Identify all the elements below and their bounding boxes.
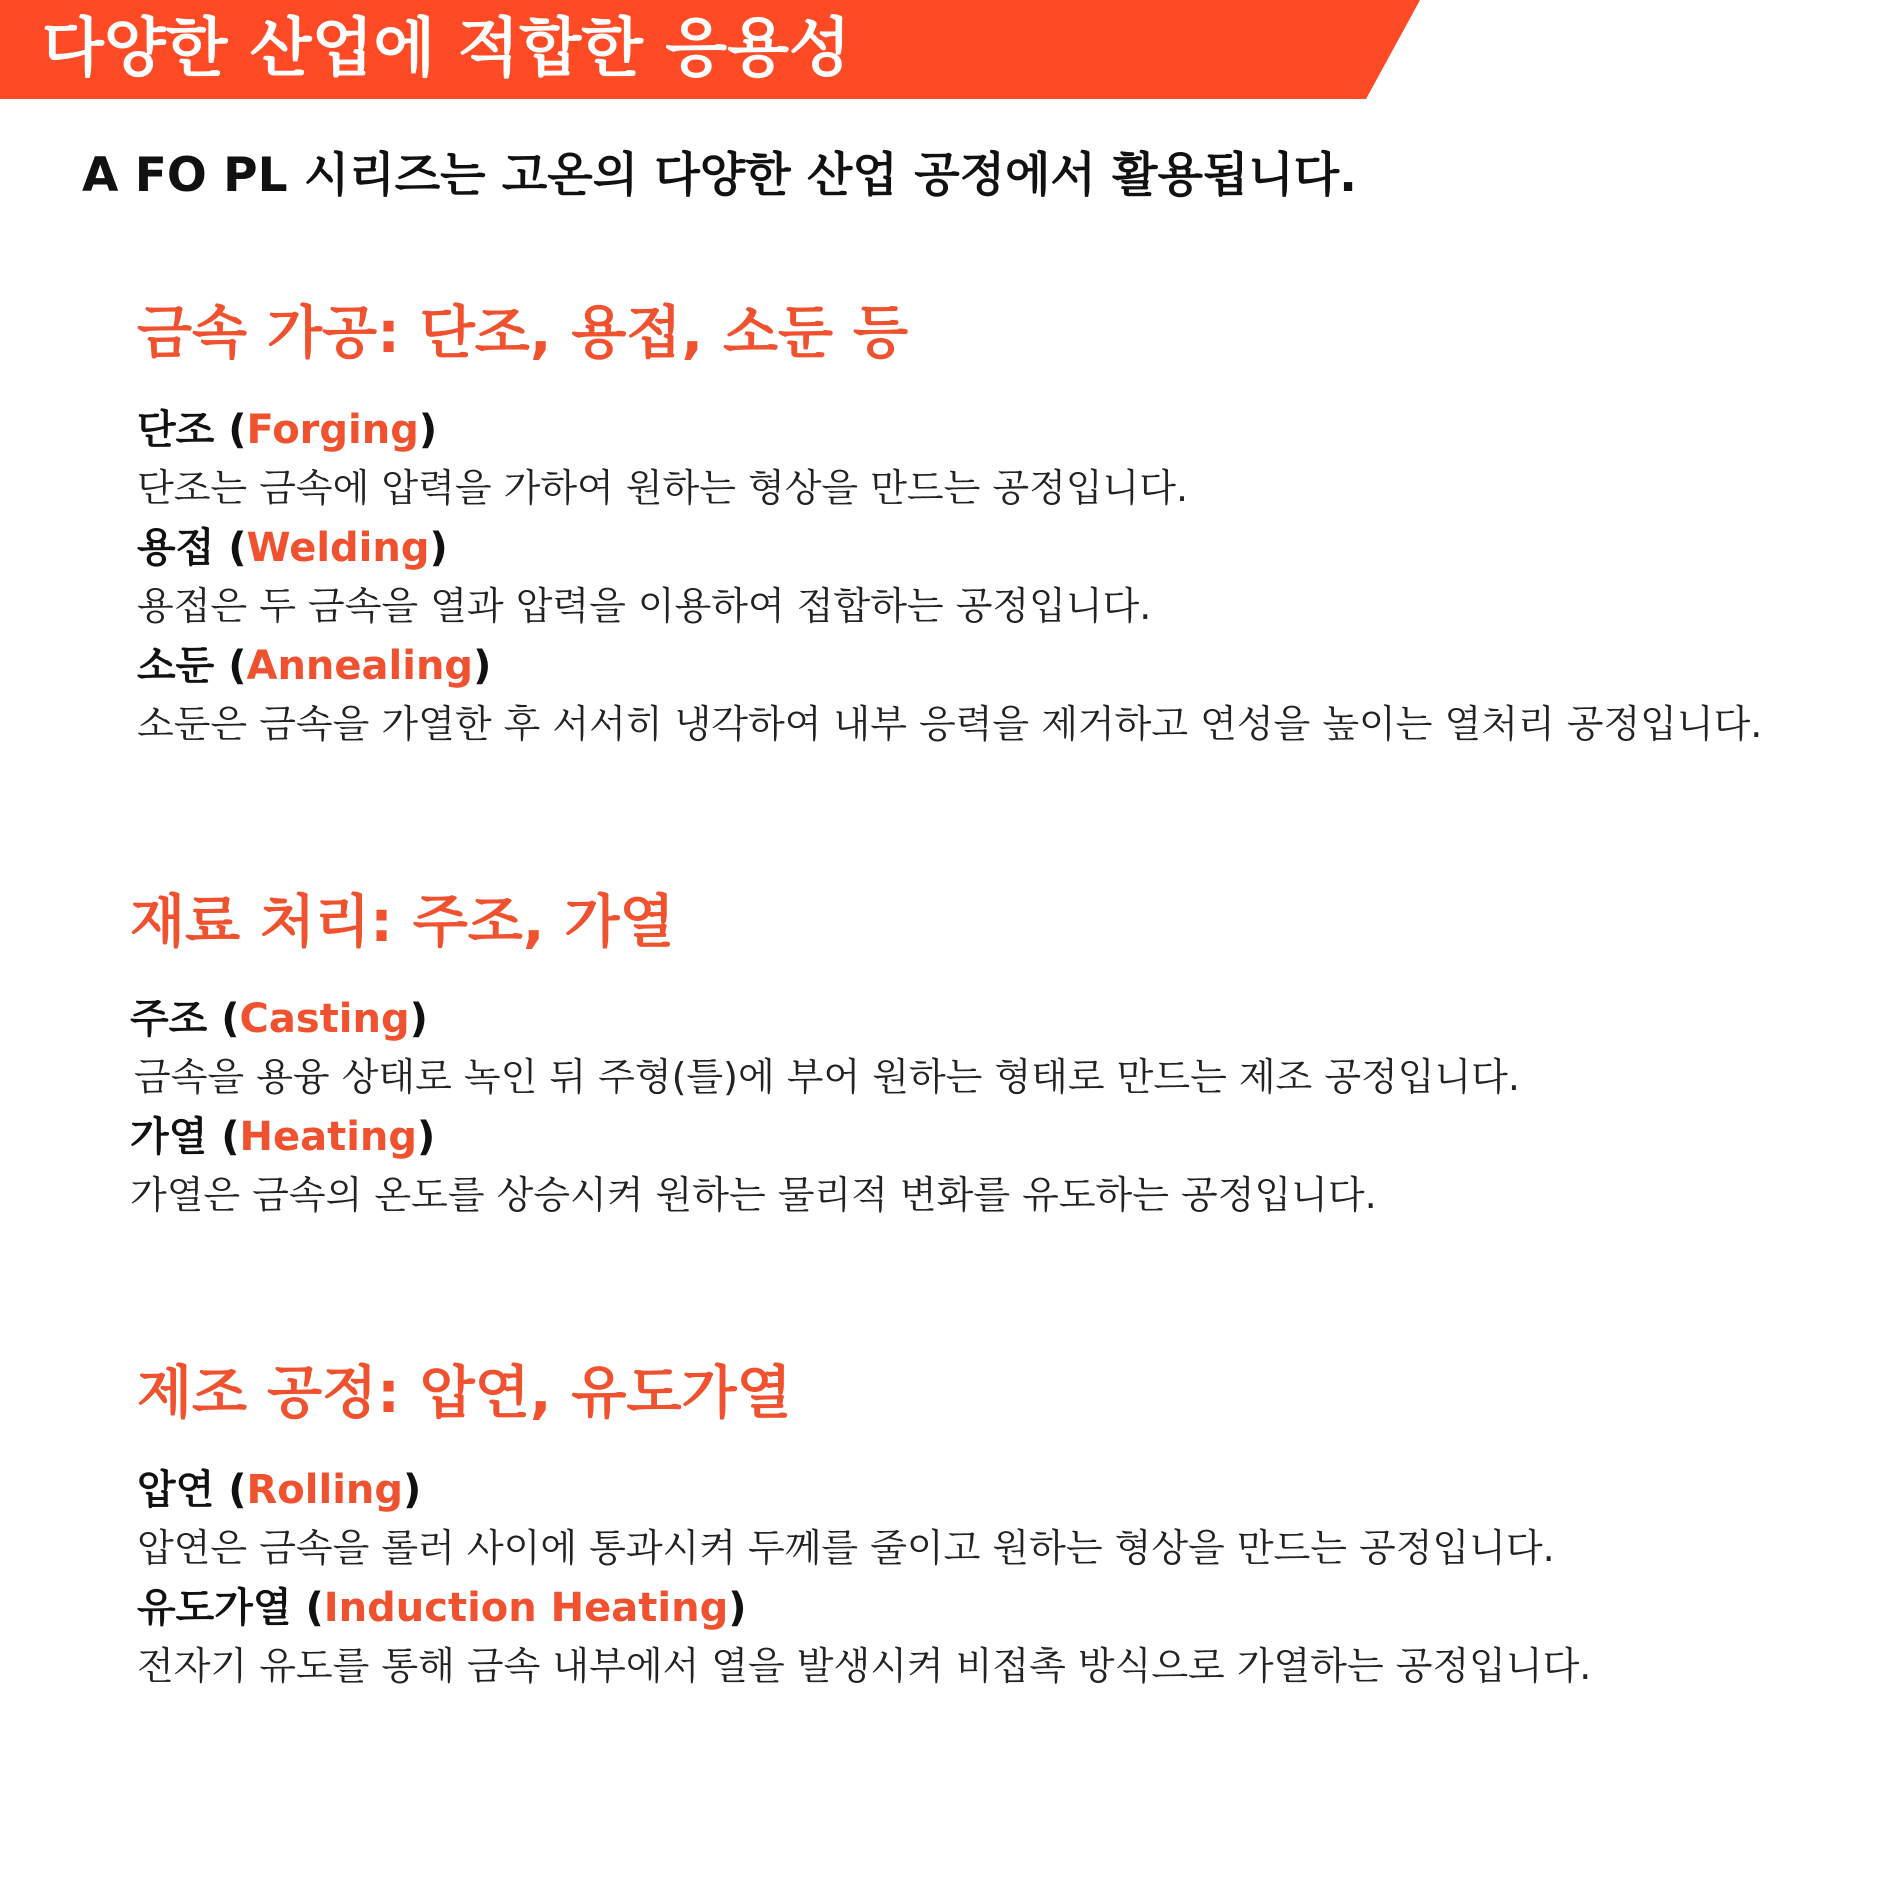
item-title-rolling: 압연 (Rolling) bbox=[137, 1467, 422, 1513]
item-title-ko: 소둔 bbox=[137, 643, 215, 689]
item-description: 소둔은 금속을 가열한 후 서서히 냉각하여 내부 응력을 제거하고 연성을 높이는 열처리 공정입니다. bbox=[137, 702, 1763, 746]
item-title-ko: 주조 bbox=[130, 996, 208, 1042]
item-title-ko: 용접 bbox=[137, 525, 215, 571]
item-title-ko: 단조 bbox=[137, 407, 215, 453]
section-metal-processing bbox=[137, 298, 1762, 760]
item-description: 단조는 금속에 압력을 가하여 원하는 형상을 만드는 공정입니다. bbox=[137, 466, 1189, 510]
item-title-ko: 유도가열 bbox=[137, 1585, 292, 1631]
item-title-welding: 용접 (Welding) bbox=[137, 525, 448, 571]
item-title-ko: 가열 bbox=[130, 1114, 208, 1160]
section-material-treatment bbox=[130, 887, 1520, 1231]
section-manufacturing-process bbox=[137, 1358, 1591, 1702]
item-title-ko: 압연 bbox=[137, 1467, 215, 1513]
item-description: 압연은 금속을 롤러 사이에 통과시켜 두께를 줄이고 원하는 형상을 만드는 공정입니다. bbox=[137, 1526, 1555, 1570]
item-description: 가열은 금속의 온도를 상승시켜 원하는 물리적 변화를 유도하는 공정입니다. bbox=[130, 1173, 1377, 1217]
item-title-en: Rolling bbox=[246, 1467, 404, 1513]
item-description: 전자기 유도를 통해 금속 내부에서 열을 발생시켜 비접촉 방식으로 가열하는 공정입니다. bbox=[137, 1644, 1592, 1688]
item-title-en: Forging bbox=[246, 407, 419, 453]
item-title-en: Casting bbox=[239, 996, 410, 1042]
section-heading: 금속 가공: 단조, 용접, 소둔 등 bbox=[137, 300, 909, 366]
item-title-forging: 단조 (Forging) bbox=[137, 407, 438, 453]
item-title-casting: 주조 (Casting) bbox=[130, 996, 428, 1042]
item-title-en: Heating bbox=[239, 1114, 418, 1160]
section-heading: 제조 공정: 압연, 유도가열 bbox=[137, 1360, 792, 1426]
item-description: 금속을 용융 상태로 녹인 뒤 주형(틀)에 부어 원하는 형태로 만드는 제조 공정입니다. bbox=[134, 1055, 1520, 1099]
intro-text: A FO PL 시리즈는 고온의 다양한 산업 공정에서 활용됩니다. bbox=[82, 148, 1358, 203]
item-title-en: Induction Heating bbox=[323, 1585, 729, 1631]
item-title-en: Annealing bbox=[246, 643, 474, 689]
item-title-heating: 가열 (Heating) bbox=[130, 1114, 436, 1160]
page-title: 다양한 산업에 적합한 응용성 bbox=[42, 12, 851, 86]
item-title-induction-heating: 유도가열 (Induction Heating) bbox=[137, 1585, 747, 1631]
item-title-annealing: 소둔 (Annealing) bbox=[137, 643, 492, 689]
section-heading: 재료 처리: 주조, 가열 bbox=[130, 889, 675, 955]
item-title-en: Welding bbox=[246, 525, 430, 571]
item-description: 용접은 두 금속을 열과 압력을 이용하여 접합하는 공정입니다. bbox=[137, 584, 1152, 628]
